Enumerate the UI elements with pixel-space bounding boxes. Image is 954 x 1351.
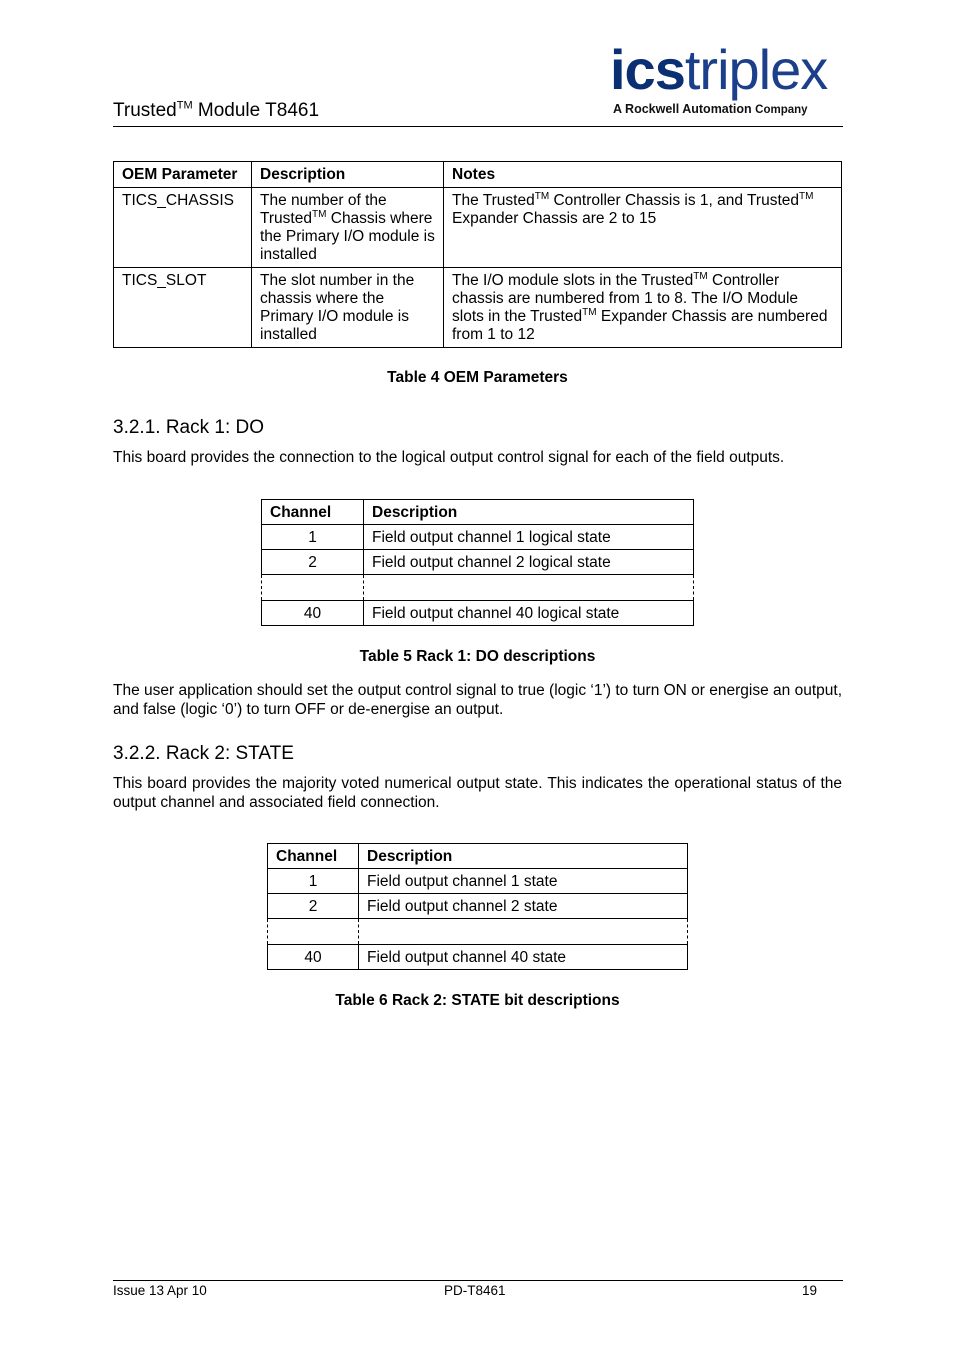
ics-triplex-logo <box>610 38 846 124</box>
description-cell: The number of the Trusted™ Chassis where the Primary I/O module is installed <box>252 188 444 268</box>
table-header-row <box>268 844 688 869</box>
notes-cell: The I/O module slots in the Trusted™ Controller chassis are numbered from 1 to 8. The I/O Module slots in the Trusted™ Expander Chassis are numbered from 1 to 12 <box>444 268 842 348</box>
gap-cell <box>268 919 359 945</box>
column-header: Notes <box>444 162 842 188</box>
table-header-row <box>262 500 694 525</box>
gap-cell <box>364 575 694 601</box>
column-header: Description <box>359 844 688 869</box>
page-header-title: Trusted™ Module T8461 <box>113 99 320 121</box>
column-header: OEM Parameter <box>114 162 252 188</box>
table-row <box>262 601 694 626</box>
channel-cell: 40 <box>268 945 359 970</box>
logo-tagline: A Rockwell Automation Company <box>613 102 808 116</box>
description-cell: The slot number in the chassis where the Primary I/O module is installed <box>252 268 444 348</box>
channel-cell: 1 <box>262 525 364 550</box>
rack2-state-table <box>267 843 688 970</box>
table-row <box>268 869 688 894</box>
rack1-note: The user application should set the output control signal to true (logic ‘1’) to turn ON or energise an output, and false (logic ‘0’) to turn OFF or de-energise an output. <box>113 682 842 718</box>
channel-cell: 2 <box>262 550 364 575</box>
table-caption: Table 4 OEM Parameters <box>387 369 568 386</box>
notes-cell: The Trusted™ Controller Chassis is 1, and Trusted™ Expander Chassis are 2 to 15 <box>444 188 842 268</box>
column-header: Channel <box>268 844 359 869</box>
footer-doc-id: PD-T8461 <box>444 1283 506 1298</box>
column-header: Channel <box>262 500 364 525</box>
param-cell: TICS_SLOT <box>114 268 252 348</box>
description-cell: Field output channel 40 logical state <box>364 601 694 626</box>
description-cell: Field output channel 1 state <box>359 869 688 894</box>
footer-issue: Issue 13 Apr 10 <box>113 1283 207 1298</box>
header-divider <box>113 126 843 127</box>
table-header-row <box>114 162 842 188</box>
column-header: Description <box>364 500 694 525</box>
rack1-do-table <box>261 499 694 626</box>
footer-page-number: 19 <box>802 1283 818 1298</box>
table-row <box>114 188 842 268</box>
description-cell: Field output channel 40 state <box>359 945 688 970</box>
table-row <box>262 525 694 550</box>
column-header: Description <box>252 162 444 188</box>
table-row <box>268 894 688 919</box>
logo-wordmark: icstriplex <box>610 38 828 101</box>
table-row <box>268 945 688 970</box>
rack1-intro: This board provides the connection to the logical output control signal for each of the field outputs. <box>113 449 785 466</box>
channel-cell: 1 <box>268 869 359 894</box>
oem-parameters-table <box>113 161 842 348</box>
description-cell: Field output channel 2 logical state <box>364 550 694 575</box>
ellipsis-row <box>262 575 694 601</box>
rack2-intro: This board provides the majority voted numerical output state. This indicates the operational status of the output channel and associated field connection. <box>113 775 842 811</box>
table-caption: Table 6 Rack 2: STATE bit descriptions <box>335 992 620 1009</box>
table-row <box>114 268 842 348</box>
section-heading-rack1: 3.2.1. Rack 1: DO <box>113 417 265 438</box>
table-caption: Table 5 Rack 1: DO descriptions <box>359 648 596 665</box>
description-cell: Field output channel 2 state <box>359 894 688 919</box>
channel-cell: 40 <box>262 601 364 626</box>
footer-divider <box>113 1280 843 1281</box>
table-row <box>262 550 694 575</box>
section-heading-rack2: 3.2.2. Rack 2: STATE <box>113 743 294 764</box>
description-cell: Field output channel 1 logical state <box>364 525 694 550</box>
gap-cell <box>262 575 364 601</box>
param-cell: TICS_CHASSIS <box>114 188 252 268</box>
gap-cell <box>359 919 688 945</box>
channel-cell: 2 <box>268 894 359 919</box>
ellipsis-row <box>268 919 688 945</box>
